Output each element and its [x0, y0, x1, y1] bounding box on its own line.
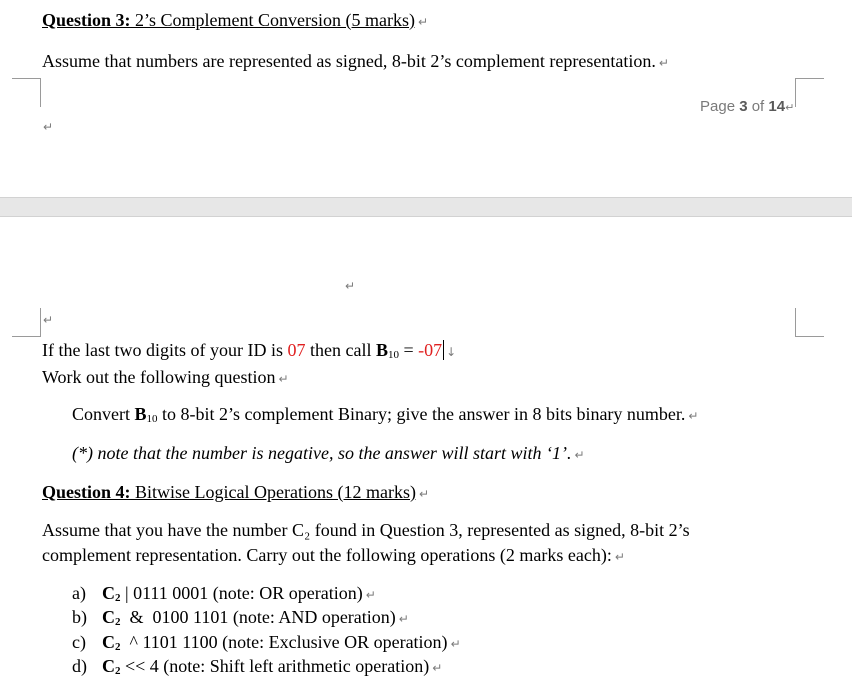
- list-item: [72, 656, 442, 677]
- page-number: 3: [739, 98, 748, 115]
- crop-mark-right-top: [795, 308, 824, 337]
- question-4-heading: [42, 482, 429, 503]
- paragraph-mark-icon: ↵: [365, 588, 376, 602]
- c-subscript: 2: [115, 665, 121, 677]
- paragraph-mark-icon: ↵: [688, 409, 699, 423]
- operation-text: ^ 1101 1100 (note: Exclusive OR operation): [120, 632, 448, 652]
- question-4-assumption-line1: [42, 520, 690, 541]
- id-instruction: [42, 340, 456, 361]
- crop-mark-left-top: [12, 308, 41, 337]
- convert-b-variable: B: [134, 404, 147, 424]
- question-3-label: Question 3:: [42, 10, 131, 30]
- paragraph-mark-icon: ↵: [432, 661, 443, 675]
- paragraph-mark-icon: ↵: [398, 612, 409, 626]
- question-3-title: 2’s Complement Conversion (5 marks): [130, 10, 415, 30]
- convert-instruction: [72, 404, 698, 425]
- crop-mark-right: [795, 78, 824, 107]
- work-out-text: Work out the following question: [42, 367, 276, 387]
- b-value: -07: [418, 340, 443, 360]
- list-item-label: b): [72, 607, 87, 627]
- work-out-line: [42, 367, 289, 388]
- b-variable: B: [375, 340, 388, 360]
- header-paragraph-mark-icon: ↵: [345, 279, 356, 293]
- c-subscript: 2: [115, 641, 121, 653]
- c-variable: C: [102, 632, 115, 652]
- footer-of: of: [747, 98, 769, 115]
- paragraph-mark-icon: ↵: [574, 448, 585, 462]
- paragraph-mark-icon: ↵: [450, 637, 461, 651]
- paragraph-mark-icon: ↵: [278, 372, 289, 386]
- page-footer: [700, 98, 794, 115]
- id-text-1: If the last two digits of your ID is: [42, 340, 288, 360]
- question-3-heading: [42, 10, 428, 31]
- b-subscript: 10: [387, 349, 399, 361]
- c-variable: C: [102, 583, 115, 603]
- q4-assume-text-2: complement representation. Carry out the following operations (2 marks each):: [42, 545, 612, 565]
- assumption-text: Assume that numbers are represented as signed, 8-bit 2’s complement representation.: [42, 51, 656, 71]
- list-item-label: a): [72, 583, 86, 603]
- c-variable: C: [102, 607, 115, 627]
- list-item: [72, 583, 376, 604]
- operation-text: & 0100 1101 (note: AND operation): [120, 607, 396, 627]
- paragraph-mark-icon: ↵: [614, 550, 625, 564]
- line-break-icon: ↓: [446, 345, 457, 359]
- list-item: [72, 607, 409, 628]
- text-cursor: [443, 340, 444, 360]
- footer-prefix: Page: [700, 98, 740, 115]
- list-item-label: c): [72, 632, 86, 652]
- question-4-title: Bitwise Logical Operations (12 marks): [130, 482, 416, 502]
- equals-sign: =: [398, 340, 419, 360]
- page-break-gap: [0, 197, 852, 217]
- paragraph-mark-icon: ↵: [785, 101, 795, 114]
- crop-mark-left: [12, 78, 41, 107]
- id-digits: 07: [287, 340, 306, 360]
- convert-b-subscript: 10: [146, 413, 158, 425]
- c-subscript: 2: [115, 616, 121, 628]
- convert-text: to 8-bit 2’s complement Binary; give the answer in 8 bits binary number.: [157, 404, 686, 424]
- paragraph-mark-icon: ↵: [658, 56, 669, 70]
- paragraph-mark-icon: ↵: [417, 15, 429, 29]
- question-4-assumption-line2: [42, 545, 625, 566]
- negative-note: [72, 443, 585, 464]
- convert-word: Convert: [72, 404, 135, 424]
- operation-text: | 0111 0001 (note: OR operation): [120, 583, 363, 603]
- question-3-assumption: [42, 51, 669, 72]
- c-subscript: 2: [115, 592, 121, 604]
- paragraph-mark-icon: ↵: [418, 487, 430, 501]
- id-text-2: then call: [305, 340, 376, 360]
- paragraph-mark-icon: ↵: [43, 313, 54, 327]
- negative-note-text: (*) note that the number is negative, so the answer will start with ‘1’.: [72, 443, 572, 463]
- list-item-label: d): [72, 656, 87, 676]
- list-item: [72, 632, 461, 653]
- question-4-label: Question 4:: [42, 482, 131, 502]
- page-total: 14: [768, 98, 786, 115]
- q4-assume-text-1: Assume that you have the number C₂ found in Question 3, represented as signed, 8-bit 2’s: [42, 520, 690, 540]
- paragraph-mark-icon: ↵: [43, 120, 54, 134]
- operation-text: << 4 (note: Shift left arithmetic operation): [120, 656, 430, 676]
- c-variable: C: [102, 656, 115, 676]
